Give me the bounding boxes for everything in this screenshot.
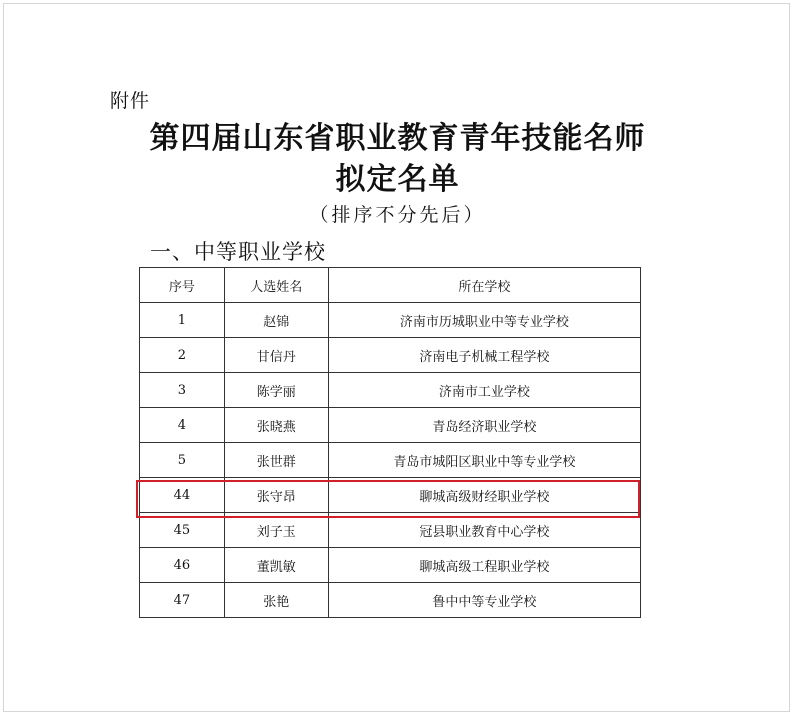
cell-candidate-name: 陈学丽 [224, 373, 328, 408]
cell-school: 冠县职业教育中心学校 [328, 513, 640, 548]
table-row [140, 443, 641, 478]
cell-serial-number: 2 [140, 338, 225, 373]
cell-serial-number: 47 [140, 583, 225, 618]
header-candidate-name: 人选姓名 [224, 268, 328, 303]
cell-candidate-name: 张世群 [224, 443, 328, 478]
cell-serial-number: 3 [140, 373, 225, 408]
header-serial-number: 序号 [140, 268, 225, 303]
table-row-highlighted [140, 478, 641, 513]
cell-school: 济南市历城职业中等专业学校 [328, 303, 640, 338]
cell-school: 青岛市城阳区职业中等专业学校 [328, 443, 640, 478]
document-title-line-1: 第四届山东省职业教育青年技能名师 [149, 121, 646, 156]
document-subtitle: （排序不分先后） [309, 204, 486, 226]
cell-serial-number: 4 [140, 408, 225, 443]
table-row [140, 303, 641, 338]
table-row [140, 373, 641, 408]
table-row [140, 548, 641, 583]
table-row [140, 408, 641, 443]
table-row [140, 513, 641, 548]
cell-school: 青岛经济职业学校 [328, 408, 640, 443]
cell-serial-number: 1 [140, 303, 225, 338]
cell-school: 聊城高级工程职业学校 [328, 548, 640, 583]
cell-candidate-name: 张艳 [224, 583, 328, 618]
cell-candidate-name: 张守昂 [224, 478, 328, 513]
header-school: 所在学校 [328, 268, 640, 303]
candidate-table [139, 267, 641, 618]
cell-serial-number: 5 [140, 443, 225, 478]
table-row [140, 583, 641, 618]
cell-school: 聊城高级财经职业学校 [328, 478, 640, 513]
cell-candidate-name: 甘信丹 [224, 338, 328, 373]
table-header-row [140, 268, 641, 303]
cell-school: 济南电子机械工程学校 [328, 338, 640, 373]
cell-candidate-name: 张晓燕 [224, 408, 328, 443]
attachment-label: 附件 [110, 90, 151, 112]
cell-candidate-name: 赵锦 [224, 303, 328, 338]
cell-serial-number: 46 [140, 548, 225, 583]
cell-school: 鲁中中等专业学校 [328, 583, 640, 618]
cell-candidate-name: 董凯敏 [224, 548, 328, 583]
cell-school: 济南市工业学校 [328, 373, 640, 408]
cell-serial-number: 44 [140, 478, 225, 513]
cell-serial-number: 45 [140, 513, 225, 548]
section-heading: 一、中等职业学校 [150, 240, 326, 264]
table-row [140, 338, 641, 373]
document-title-line-2: 拟定名单 [335, 162, 460, 197]
cell-candidate-name: 刘子玉 [224, 513, 328, 548]
